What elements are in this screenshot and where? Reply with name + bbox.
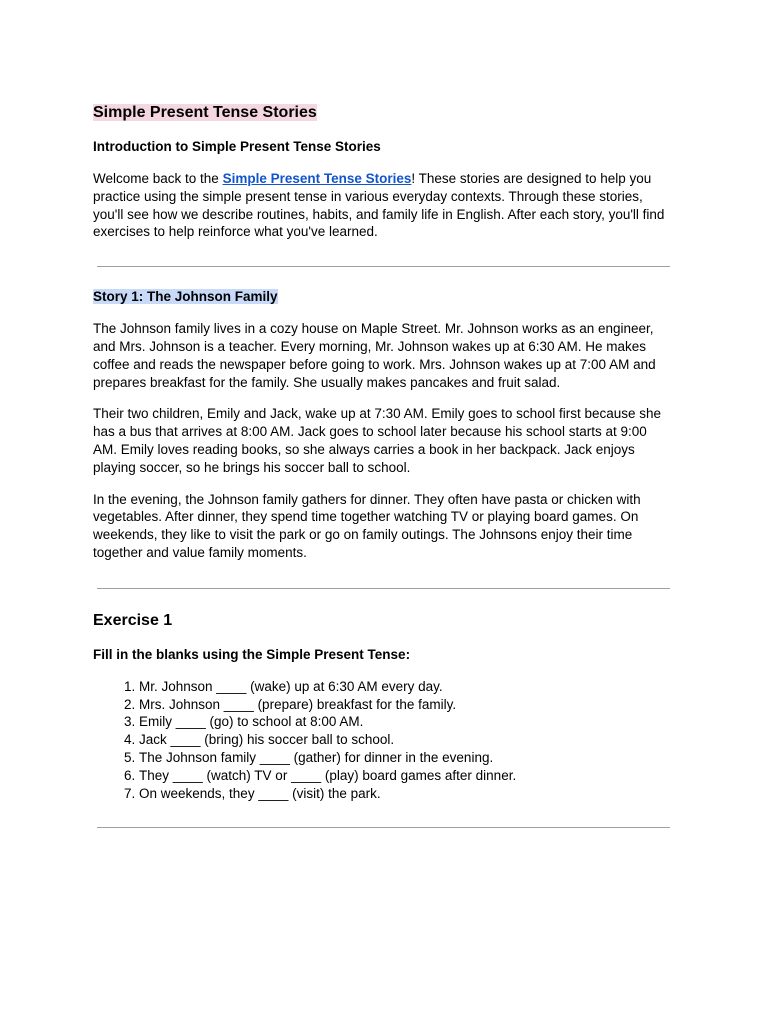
intro-paragraph (93, 170, 673, 241)
story-1-heading (93, 288, 673, 306)
divider-1 (97, 266, 670, 267)
exercise-item: 2. Mrs. Johnson ____ (prepare) breakfast for the family. (139, 696, 673, 714)
intro-text-after-link: ! These stories are designed to help you practice using the simple present tense in various everyday contexts. Through these stories, you'll see how we describe routines, habits, and family life in English. After each story, you'll find exercises to help reinforce what you've learned. (93, 171, 665, 240)
exercise-item: 5. The Johnson family ____ (gather) for dinner in the evening. (139, 749, 673, 767)
story-1-paragraph-2: Their two children, Emily and Jack, wake up at 7:30 AM. Emily goes to school first because she has a bus that arrives at 8:00 AM. Jack goes to school later because his school starts at 9:00 AM. Emily loves reading books, so she always carries a book in her backpack. Jack enjoys playing soccer, so he brings his soccer ball to school. (93, 406, 662, 475)
divider-3 (97, 827, 670, 828)
exercise-item: 3. Emily ____ (go) to school at 8:00 AM. (139, 713, 673, 731)
exercise-item: 7. On weekends, they ____ (visit) the park. (139, 785, 673, 803)
exercise-item: 4. Jack ____ (bring) his soccer ball to school. (139, 731, 673, 749)
exercise-item: 6. They ____ (watch) TV or ____ (play) board games after dinner. (139, 767, 673, 785)
exercise-1-list (93, 678, 673, 803)
story-1-paragraph-1: The Johnson family lives in a cozy house on Maple Street. Mr. Johnson works as an engineer, and Mrs. Johnson is a teacher. Every morning, Mr. Johnson wakes up at 6:30 AM. He makes coffee and reads the newspaper before going to work. Mrs. Johnson wakes up at 7:00 AM and prepares breakfast for the family. She usually makes pancakes and fruit salad. (93, 321, 656, 390)
document-body (93, 103, 673, 828)
title-highlight: Simple Present Tense Stories (93, 104, 317, 121)
exercise-1-heading: Exercise 1 (93, 611, 173, 629)
story-1-paragraph-3: In the evening, the Johnson family gathers for dinner. They often have pasta or chicken with vegetables. After dinner, they spend time together watching TV or playing board games. On weekends, they like to visit the park or go on family outings. The Johnsons enjoy their time together and value family moments. (93, 491, 641, 560)
story-1-heading-highlight: Story 1: The Johnson Family (93, 289, 278, 305)
intro-heading: Introduction to Simple Present Tense Stories (93, 139, 381, 154)
simple-present-stories-link[interactable]: Simple Present Tense Stories (222, 171, 412, 186)
divider-2 (97, 588, 670, 589)
exercise-1-instructions: Fill in the blanks using the Simple Present Tense: (93, 646, 411, 662)
exercise-item: 1. Mr. Johnson ____ (wake) up at 6:30 AM every day. (139, 678, 673, 696)
intro-text-before-link: Welcome back to the (93, 171, 223, 186)
document-title (93, 103, 673, 123)
